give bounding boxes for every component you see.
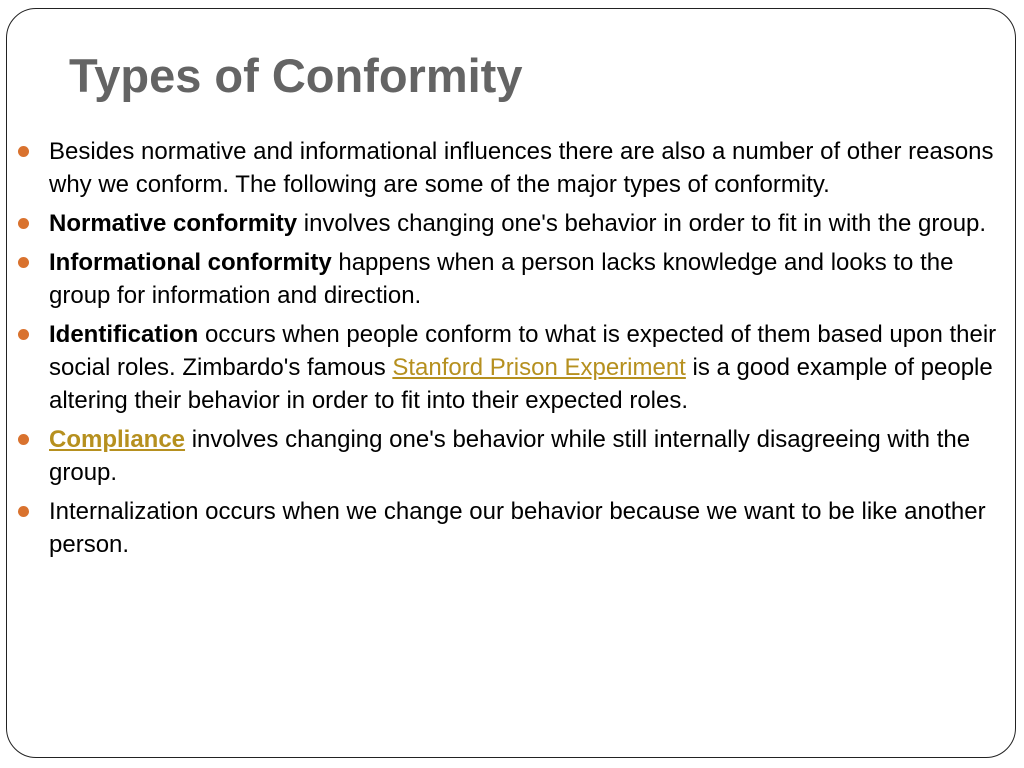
bullet-text: involves changing one's behavior while still internally disagreeing with the group.: [49, 426, 971, 486]
bullet-item-normative: [17, 207, 1017, 240]
bullet-text: involves changing one's behavior in order to fit in with the group.: [297, 210, 987, 237]
slide-frame: [6, 8, 1016, 758]
bullet-item-compliance: [17, 423, 1017, 489]
bullet-list: [17, 135, 1017, 567]
bullet-dot-icon: [18, 434, 29, 445]
bullet-item-internalization: [17, 495, 1017, 561]
bullet-text: Internalization occurs when we change our behavior because we want to be like another person.: [49, 498, 986, 558]
bullet-dot-icon: [18, 329, 29, 340]
stanford-prison-experiment-link[interactable]: Stanford Prison Experiment: [392, 354, 686, 381]
bullet-text: occurs when people conform to what is expected of them based upon their social roles. Zimbardo's famous: [49, 321, 997, 381]
bullet-item-informational: [17, 246, 1017, 312]
bullet-item-intro: [17, 135, 1017, 201]
bullet-item-identification: [17, 318, 1017, 417]
bullet-dot-icon: [18, 146, 29, 157]
bullet-text: happens when a person lacks knowledge and looks to the group for information and direction.: [49, 249, 954, 309]
slide-title: Types of Conformity: [69, 49, 523, 102]
bullet-text: Besides normative and informational influences there are also a number of other reasons why we conform. The following are some of the major types of conformity.: [49, 138, 994, 198]
compliance-link[interactable]: Compliance: [49, 426, 186, 453]
term-identification: Identification: [49, 321, 199, 348]
bullet-dot-icon: [18, 218, 29, 229]
term-normative-conformity: Normative conformity: [49, 210, 298, 237]
bullet-text: is a good example of people altering their behavior in order to fit into their expected roles.: [49, 354, 993, 414]
bullet-dot-icon: [18, 257, 29, 268]
bullet-dot-icon: [18, 506, 29, 517]
term-informational-conformity: Informational conformity: [49, 249, 332, 276]
